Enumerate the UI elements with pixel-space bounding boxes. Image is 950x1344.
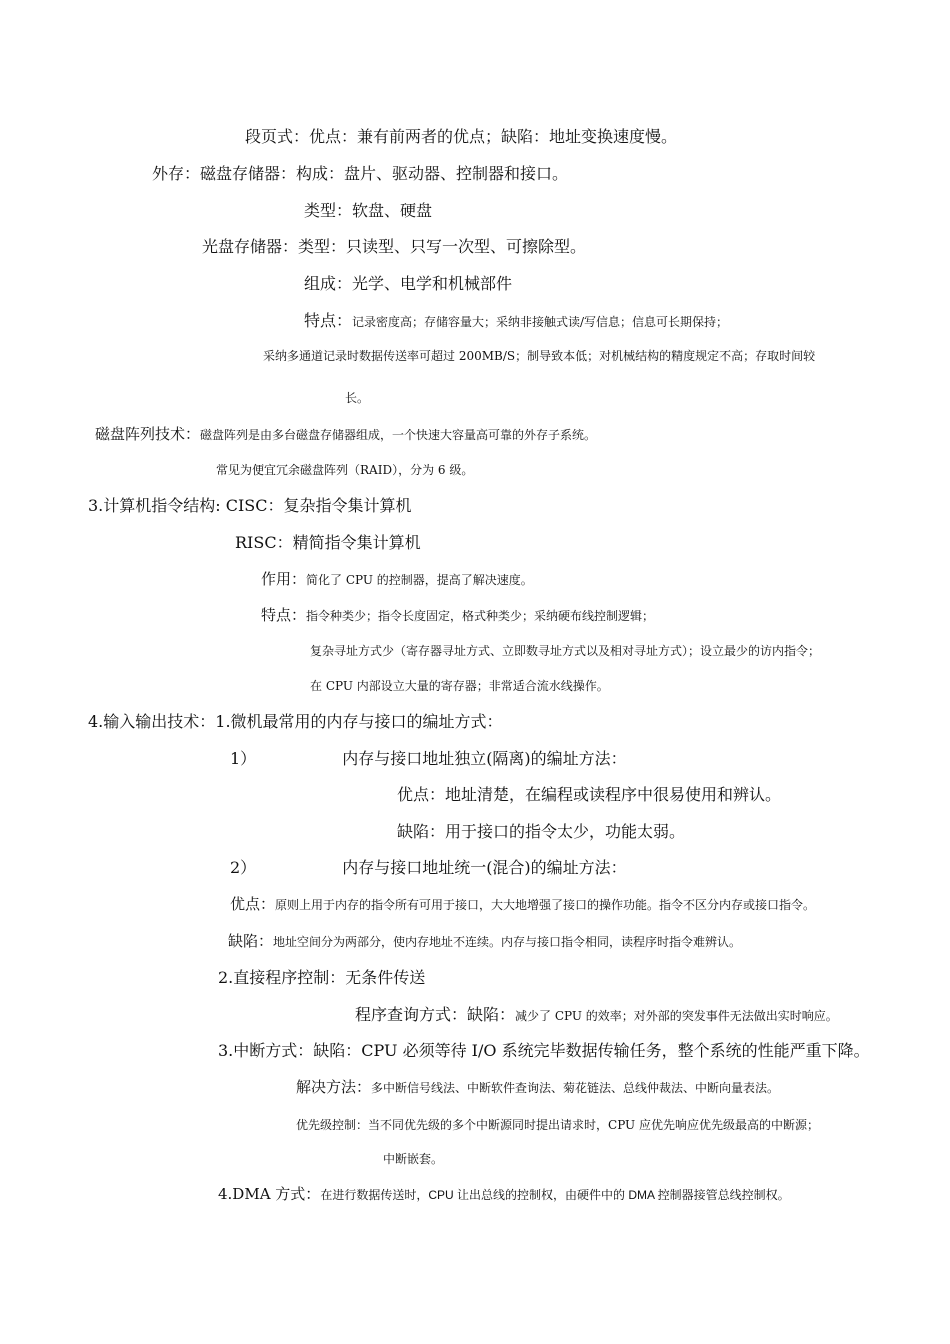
label: 光盘存储器： [202, 237, 299, 256]
text: 原则上用于内存的指令所有可用于接口，大大地增强了接口的操作功能。指令不区分内存或接口指令。 [275, 898, 816, 912]
program-polling-line [355, 1007, 838, 1023]
optical-features-cont-line: 采纳多通道记录时数据传送率可超过 200MB/S；制导致本低；对机械结构的精度规定不高；存取时间较 [263, 349, 816, 363]
text: 内存与接口地址独立(隔离)的编址方法： [342, 749, 627, 768]
text: 优点：兼有前两者的优点；缺陷：地址变换速度慢。 [309, 127, 678, 146]
interrupt-nesting-line: 中断嵌套。 [383, 1152, 444, 1166]
text: 内存与接口地址统一(混合)的编址方法： [342, 858, 627, 877]
text: 磁盘阵列是由多台磁盘存储器组成，一个快速大容量高可靠的外存子系统。 [200, 428, 597, 442]
label: 段页式： [245, 127, 310, 146]
interrupt-line: 3.中断方式：缺陷：CPU 必须等待 I/O 系统完毕数据传输任务，整个系统的性能严重下降。 [218, 1041, 870, 1060]
label: 缺陷： [228, 932, 274, 950]
disk-type-line: 类型：软盘、硬盘 [304, 201, 433, 220]
label: 解决方法： [296, 1078, 372, 1096]
optical-features-end-line: 长。 [345, 391, 370, 405]
text: 记录密度高；存储容量大；采纳非接触式读/写信息；信息可长期保持； [352, 315, 729, 329]
text: 减少了 CPU 的效率；对外部的突发事件无法做出实时响应。 [515, 1009, 838, 1023]
optical-features-line [304, 313, 728, 329]
label: 外存：磁盘存储器： [152, 164, 297, 183]
label: 优点： [230, 895, 276, 913]
text: 当不同优先级的多个中断源同时提出请求时，CPU 应优先响应优先级最高的中断源； [368, 1118, 819, 1132]
raid-line [95, 427, 596, 442]
label: 作用： [261, 570, 307, 588]
risc-role-line [261, 572, 533, 587]
risc-features-end-line: 在 CPU 内部设立大量的寄存器；非常适合流水线操作。 [310, 679, 609, 693]
label: 优先级控制： [296, 1118, 369, 1132]
risc-features-cont-line: 复杂寻址方式少（寄存器寻址方式、立即数寻址方式以及相对寻址方式）；设立最少的访内指令； [310, 644, 821, 658]
independent-drawback-line: 缺陷：用于接口的指令太少，功能太弱。 [397, 822, 686, 841]
unified-drawback-line [228, 934, 741, 949]
instruction-structure-heading: 3.计算机指令结构: CISC：复杂指令集计算机 [88, 496, 412, 515]
unified-advantage-line [230, 897, 815, 912]
dma-line [218, 1187, 790, 1202]
text: 类型：只读型、只写一次型、可擦除型。 [298, 237, 587, 256]
index: 2） [230, 858, 257, 877]
paging-segment-line [245, 129, 677, 145]
text: 构成：盘片、驱动器、控制器和接口。 [296, 164, 569, 183]
label: 程序查询方式：缺陷： [355, 1005, 516, 1024]
optical-composition-line: 组成：光学、电学和机械部件 [304, 274, 513, 293]
priority-control-line [296, 1117, 819, 1132]
risc-line: RISC：精简指令集计算机 [235, 533, 421, 552]
disk-storage-line [152, 166, 568, 182]
text: 简化了 CPU 的控制器，提高了解决速度。 [306, 573, 533, 587]
text: 指令种类少；指令长度固定，格式种类少；采纳硬布线控制逻辑； [306, 609, 655, 623]
label: 特点： [261, 606, 307, 624]
text: 地址空间分为两部分，使内存地址不连续。内存与接口指令相同，读程序时指令难辨认。 [273, 935, 742, 949]
index: 1） [230, 749, 257, 768]
label: 磁盘阵列技术： [95, 425, 201, 443]
raid-levels-line: 常见为便宜冗余磁盘阵列（RAID），分为 6 级。 [216, 463, 474, 477]
label: 特点： [304, 311, 353, 330]
unified-addressing-line [230, 860, 627, 876]
text: 多中断信号线法、中断软件查询法、菊花链法、总线仲裁法、中断向量表法。 [371, 1081, 780, 1095]
independent-addressing-line [230, 751, 627, 767]
text: 在进行数据传送时，CPU 让出总线的控制权，由硬件中的 DMA 控制器接管总线控制权。 [320, 1188, 790, 1202]
io-technology-heading: 4.输入输出技术：1.微机最常用的内存与接口的编址方式： [88, 712, 503, 731]
label: 4.DMA 方式： [218, 1185, 321, 1203]
direct-program-control-line: 2.直接程序控制：无条件传送 [218, 968, 426, 987]
optical-storage-line [202, 239, 586, 255]
risc-features-line [261, 608, 654, 623]
interrupt-solutions-line [296, 1080, 779, 1095]
independent-advantage-line: 优点：地址清楚，在编程或读程序中很易使用和辨认。 [397, 785, 782, 804]
